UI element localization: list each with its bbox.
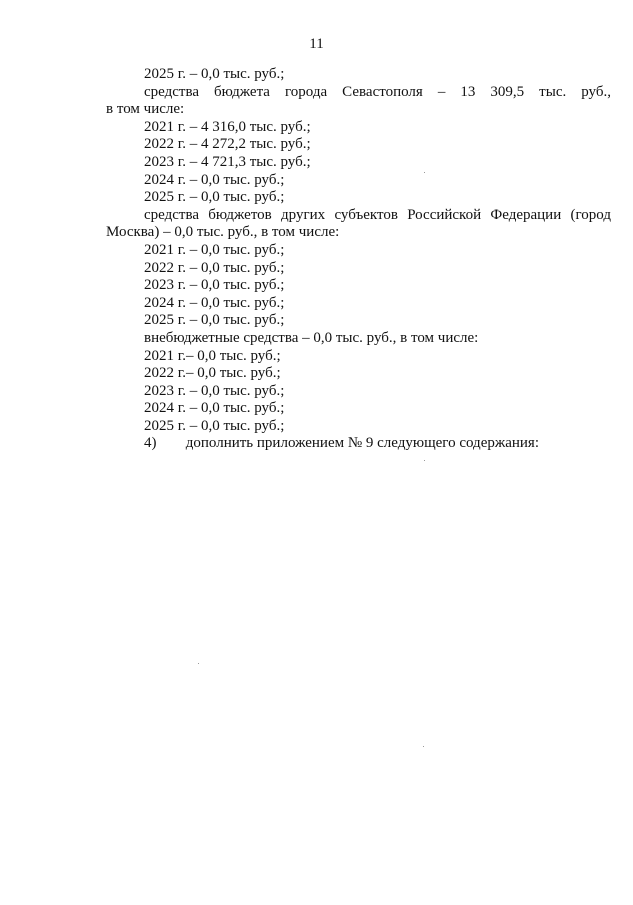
- year-line: 2022 г. – 0,0 тыс. руб.;: [144, 259, 285, 276]
- year-line: 2025 г. – 0,0 тыс. руб.;: [144, 312, 285, 329]
- year-line: 2021 г.– 0,0 тыс. руб.;: [144, 347, 281, 364]
- document-body: [106, 66, 611, 453]
- year-line: 2021 г. – 4 316,0 тыс. руб.;: [144, 118, 311, 135]
- year-line: 2024 г. – 0,0 тыс. руб.;: [144, 294, 285, 311]
- year-line: 2025 г. – 0,0 тыс. руб.;: [144, 189, 285, 206]
- list-item-text: дополнить приложением № 9 следующего содержания:: [185, 435, 539, 452]
- scan-speck: [424, 460, 425, 461]
- scan-speck: [198, 663, 199, 664]
- extra-budgetary-line: внебюджетные средства – 0,0 тыс. руб., в том числе:: [144, 329, 479, 346]
- year-line: 2022 г. – 4 272,2 тыс. руб.;: [144, 136, 311, 153]
- year-line: 2023 г. – 4 721,3 тыс. руб.;: [144, 153, 311, 170]
- year-line: 2021 г. – 0,0 тыс. руб.;: [144, 241, 285, 258]
- year-line: 2024 г. – 0,0 тыс. руб.;: [144, 171, 285, 188]
- year-line: 2024 г. – 0,0 тыс. руб.;: [144, 400, 285, 417]
- list-item-number: 4): [144, 435, 157, 452]
- year-line: 2023 г. – 0,0 тыс. руб.;: [144, 277, 285, 294]
- scan-speck: [424, 172, 425, 173]
- other-subjects-budget-continuation: Москва) – 0,0 тыс. руб., в том числе:: [106, 224, 340, 241]
- other-subjects-budget-line: средства бюджетов других субъектов Российской Федерации (город: [144, 206, 611, 223]
- scan-speck: [423, 746, 424, 747]
- year-line: 2025 г. – 0,0 тыс. руб.;: [144, 66, 285, 82]
- year-line: 2023 г. – 0,0 тыс. руб.;: [144, 382, 285, 399]
- year-line: 2022 г.– 0,0 тыс. руб.;: [144, 365, 281, 382]
- year-line: 2025 г. – 0,0 тыс. руб.;: [144, 417, 285, 434]
- list-item-4: [106, 435, 611, 453]
- page-number: 11: [309, 36, 324, 52]
- sevastopol-budget-line: средства бюджета города Севастополя – 13 309,5 тыс. руб.,: [144, 83, 611, 100]
- sevastopol-budget-continuation: в том числе:: [106, 101, 185, 118]
